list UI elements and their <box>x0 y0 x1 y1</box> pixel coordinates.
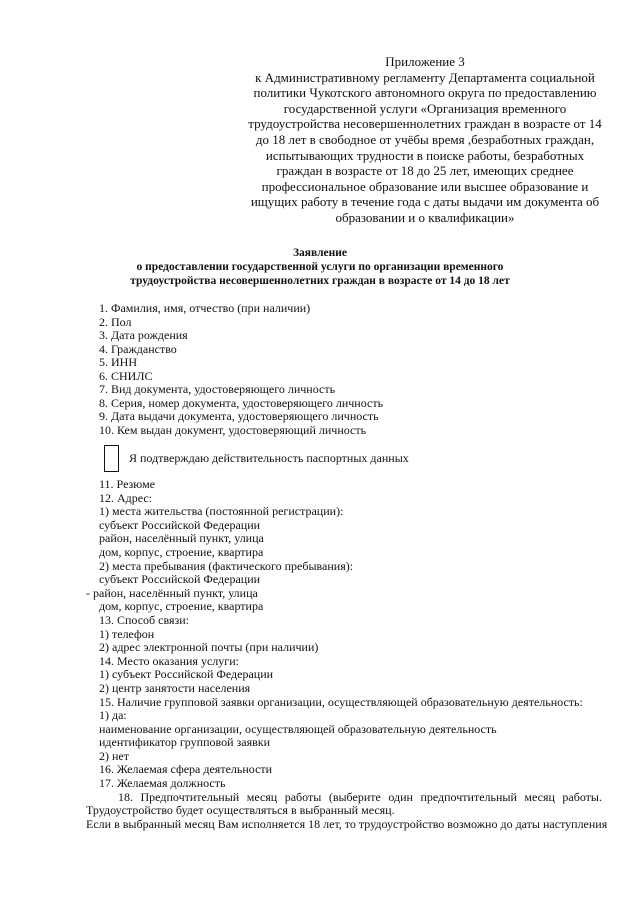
field-resume <box>0 478 640 492</box>
appendix-line: испытывающих трудности в поиске работы, безработных <box>265 147 585 163</box>
field-id-document-number: 8. Серия, номер документа, удостоверяющего личность <box>99 395 384 410</box>
preferred-month-note: Трудоустройство будет осуществляться в выбранный месяц. <box>86 803 395 818</box>
list-item <box>0 519 640 533</box>
list-item <box>0 818 640 832</box>
group-request-yes: 1) да: <box>99 708 127 723</box>
field-sex: 2. Пол <box>99 314 132 329</box>
service-place-subject: 1) субъект Российской Федерации <box>99 667 274 682</box>
contact-method-label: 13. Способ связи: <box>99 612 190 627</box>
preferred-month-note: Если в выбранный месяц Вам исполняется 18 лет, то трудоустройство возможно до даты наступления <box>86 816 608 831</box>
address-district: район, населённый пункт, улица <box>99 531 264 546</box>
application-subtitle-line: трудоустройства несовершеннолетних граждан в возрасте от 14 до 18 лет <box>130 275 510 287</box>
field-citizenship: 4. Гражданство <box>99 341 177 356</box>
contact-email: 2) адрес электронной почты (при наличии) <box>99 640 319 655</box>
group-request-id: идентификатор групповой заявки <box>99 735 271 750</box>
address-house: дом, корпус, строение, квартира <box>99 599 264 614</box>
passport-confirm-checkbox[interactable] <box>104 445 119 472</box>
list-item <box>0 668 640 682</box>
appendix-line: до 18 лет в свободное от учёбы время ,безработных граждан, <box>255 131 595 147</box>
list-item <box>0 682 640 696</box>
group-request-org-name: наименование организации, осуществляющей образовательную деятельность <box>99 721 497 736</box>
appendix-line: граждан в возрасте от 18 до 25 лет, имеющих среднее <box>276 163 574 179</box>
list-item <box>0 546 640 560</box>
list-item <box>0 532 640 546</box>
address-stay-label: 2) места пребывания (фактического пребывания): <box>99 558 354 573</box>
field-address <box>0 492 640 506</box>
service-place-label: 14. Место оказания услуги: <box>99 653 239 668</box>
appendix-line: образовании и о квалификации» <box>335 209 515 225</box>
application-heading <box>60 246 580 288</box>
group-request-no: 2) нет <box>99 748 129 763</box>
list-item <box>0 505 640 519</box>
address-subject: субъект Российской Федерации <box>99 572 261 587</box>
list-item <box>0 804 640 818</box>
personal-data-list <box>99 302 383 437</box>
field-desired-position <box>0 777 640 791</box>
list-item <box>0 628 640 642</box>
appendix-line: ищущих работу в течение года с даты выдачи им документа об <box>250 194 600 210</box>
desired-position-label: 17. Желаемая должность <box>99 776 226 791</box>
field-resume-label: 11. Резюме <box>99 477 156 491</box>
field-desired-sphere <box>0 763 640 777</box>
field-address-label: 12. Адрес: <box>99 490 153 505</box>
appendix-line: к Административному регламенту Департамента социальной <box>255 69 595 85</box>
field-birth-date: 3. Дата рождения <box>99 328 188 342</box>
list-item <box>0 736 640 750</box>
appendix-line: профессиональное образование или высшее образование и <box>261 178 589 194</box>
field-preferred-month <box>0 791 640 805</box>
appendix-line: государственной услуги «Организация временного <box>283 100 567 116</box>
group-request-label: 15. Наличие групповой заявки организации, осуществляющей образовательную деятельность: <box>99 694 583 709</box>
appendix-line: трудоустройства несовершеннолетних граждан в возрасте от 14 <box>248 116 602 132</box>
appendix-line: Приложение 3 <box>385 54 465 69</box>
address-district: - район, населённый пункт, улица <box>86 585 258 600</box>
passport-confirm-label: Я подтверждаю действительность паспортных данных <box>129 450 409 465</box>
list-item <box>0 573 640 587</box>
contact-phone: 1) телефон <box>99 626 155 641</box>
list-item <box>0 560 640 574</box>
passport-confirm-row <box>104 443 409 473</box>
list-item <box>0 641 640 655</box>
field-group-request <box>0 696 640 710</box>
address-residence-label: 1) места жительства (постоянной регистрации): <box>99 504 344 519</box>
desired-sphere-label: 16. Желаемая сфера деятельности <box>99 762 273 777</box>
list-item <box>0 587 640 601</box>
service-place-center: 2) центр занятости населения <box>99 680 251 695</box>
list-item <box>0 600 640 614</box>
application-body <box>0 478 640 831</box>
field-full-name: 1. Фамилия, имя, отчество (при наличии) <box>99 301 311 315</box>
field-id-document-issuer: 10. Кем выдан документ, удостоверяющий личность <box>99 422 367 437</box>
field-id-document-type: 7. Вид документа, удостоверяющего личность <box>99 382 336 396</box>
field-snils: 6. СНИЛС <box>99 368 153 383</box>
appendix-block <box>245 54 605 226</box>
field-id-document-date: 9. Дата выдачи документа, удостоверяющего личность <box>99 409 379 423</box>
field-service-place <box>0 655 640 669</box>
address-subject: субъект Российской Федерации <box>99 517 261 532</box>
address-house: дом, корпус, строение, квартира <box>99 544 264 559</box>
list-item <box>0 723 640 737</box>
field-contact-method <box>0 614 640 628</box>
list-item <box>0 750 640 764</box>
preferred-month-label: 18. Предпочтительный месяц работы (выберите один предпочтительный месяц работы. <box>118 789 602 804</box>
appendix-line: политики Чукотского автономного округа по предоставлению <box>253 85 597 101</box>
field-inn: 5. ИНН <box>99 355 137 369</box>
application-title: Заявление <box>292 247 347 259</box>
application-subtitle-line: о предоставлении государственной услуги по организации временного <box>136 261 504 273</box>
list-item <box>0 709 640 723</box>
